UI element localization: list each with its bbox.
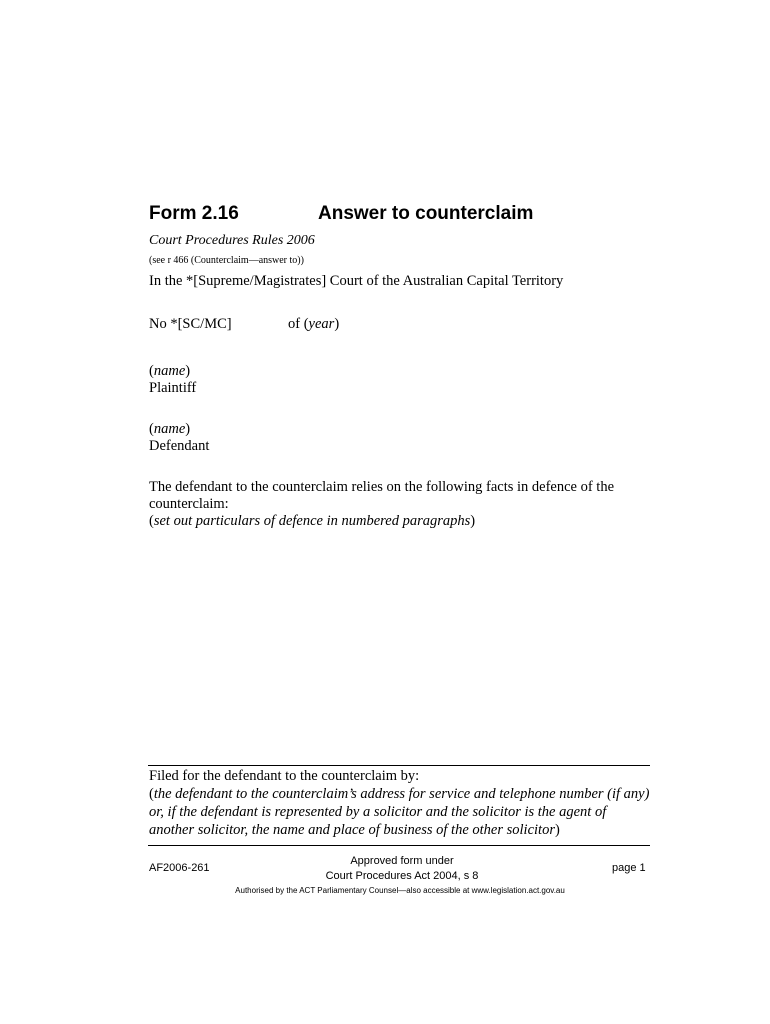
form-number: Form 2.16 xyxy=(149,203,239,224)
footer-approval-line2: Court Procedures Act 2004, s 8 xyxy=(325,870,479,882)
footer-form-code: AF2006-261 xyxy=(149,862,210,874)
footer-authorisation: Authorised by the ACT Parliamentary Counsel—also accessible at www.legislation.act.gov.au xyxy=(235,886,565,895)
defendant-open: ( xyxy=(149,421,154,437)
defendant-name-field xyxy=(149,421,190,438)
plaintiff-close: ) xyxy=(185,363,191,379)
filed-instruction: (the defendant to the counterclaim’s address for service and telephone number (if any) or, if the defendant is represented by a solicitor and the solicitor is the agent of another solicitor, the name and place of business of the other solicitor) xyxy=(149,786,650,838)
footer-divider xyxy=(148,845,650,846)
defendant-label: Defendant xyxy=(149,438,210,454)
defendant-close: ) xyxy=(185,421,191,437)
filed-heading: Filed for the defendant to the counterclaim by: xyxy=(149,768,420,784)
plaintiff-name-placeholder: name xyxy=(153,363,186,379)
file-number-label: No *[SC/MC] xyxy=(149,316,232,332)
defence-body xyxy=(149,479,669,530)
rule-reference: (see r 466 (Counterclaim—answer to)) xyxy=(149,255,304,266)
year-close: ) xyxy=(334,316,340,332)
year-open: of ( xyxy=(288,316,309,332)
filed-instruction-text: the defendant to the counterclaim’s address for service and telephone number (if any) or, if the defendant is represented by a solicitor and the solicitor is the agent of another solicitor, the name and place of business of the other solicitor xyxy=(149,786,650,838)
footer-page-number: page 1 xyxy=(612,862,646,874)
filed-divider xyxy=(148,765,650,766)
form-title: Answer to counterclaim xyxy=(318,203,534,224)
defence-statement: The defendant to the counterclaim relies on the following facts in defence of the counterclaim: xyxy=(149,479,615,512)
defence-instruction: (set out particulars of defence in numbered paragraphs) xyxy=(149,513,476,529)
year-placeholder: year xyxy=(308,316,335,332)
defence-instruction-text: set out particulars of defence in numbered paragraphs xyxy=(153,513,471,529)
plaintiff-open: ( xyxy=(149,363,154,379)
defendant-name-placeholder: name xyxy=(153,421,186,437)
court-line: In the *[Supreme/Magistrates] Court of the Australian Capital Territory xyxy=(149,273,564,289)
file-year-field xyxy=(288,316,339,333)
footer-approval xyxy=(300,854,504,884)
rules-name: Court Procedures Rules 2006 xyxy=(149,233,315,248)
plaintiff-name-field xyxy=(149,363,190,380)
plaintiff-label: Plaintiff xyxy=(149,380,197,396)
filed-block xyxy=(149,767,654,839)
footer-approval-line1: Approved form under xyxy=(350,855,454,867)
